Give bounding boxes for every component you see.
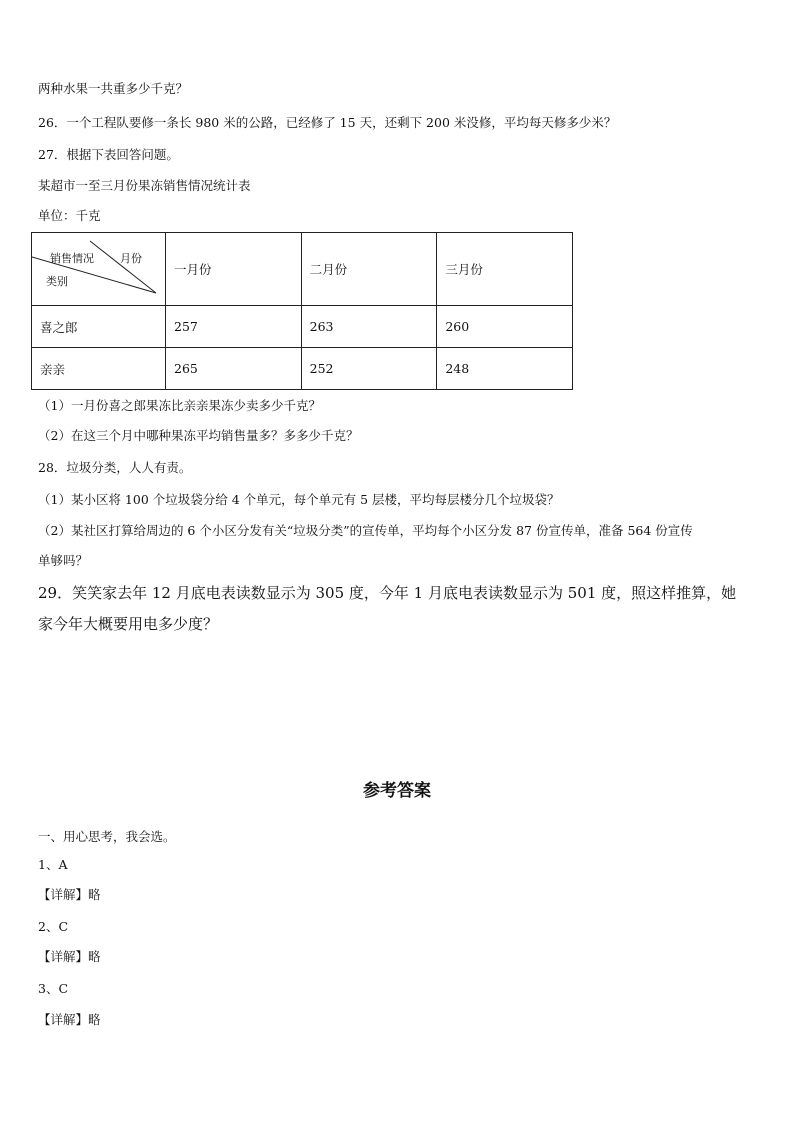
- table-header-row: [32, 233, 573, 306]
- question-28-1: （1）某小区将 100 个垃圾袋分给 4 个单元，每个单元有 5 层楼，平均每层楼分几个垃圾袋？: [38, 492, 560, 507]
- unit-label: 单位：千克: [38, 208, 101, 223]
- diagonal-header-cell: [32, 233, 166, 306]
- answer-3: 3、C: [38, 981, 69, 996]
- answers-title: 参考答案: [363, 781, 431, 801]
- question-27-1: （1）一月份喜之郎果冻比亲亲果冻少卖多少千克？: [38, 398, 321, 413]
- table-row: [32, 306, 573, 348]
- question-28: 28．垃圾分类，人人有责。: [38, 460, 192, 475]
- question-27-2: （2）在这三个月中哪种果冻平均销售量多？多多少千克？: [38, 428, 359, 443]
- diagonal-label-category: 类别: [46, 275, 68, 288]
- question-26: 26．一个工程队要修一条长 980 米的公路，已经修了 15 天，还剩下 200 米没修，平均每天修多少米？: [38, 115, 617, 130]
- question-29-line2: 家今年大概要用电多少度？: [38, 615, 219, 633]
- header-month-2: 二月份: [301, 233, 437, 306]
- question-27: 27．根据下表回答问题。: [38, 147, 179, 162]
- table-row: [32, 348, 573, 390]
- row-name: 喜之郎: [32, 306, 166, 348]
- q25-tail: 两种水果一共重多少千克？: [38, 81, 189, 96]
- table-title: 某超市一至三月份果冻销售情况统计表: [38, 178, 251, 193]
- question-29-line1: 29．笑笑家去年 12 月底电表读数显示为 305 度，今年 1 月底电表读数显示为 501 度，照这样推算，她: [38, 584, 737, 602]
- answer-1: 1、A: [38, 857, 68, 872]
- question-28-2-line1: （2）某社区打算给周边的 6 个小区分发有关“垃圾分类”的宣传单，平均每个小区分发 87 份宣传单，准备 564 份宣传: [38, 523, 693, 538]
- header-month-1: 一月份: [166, 233, 302, 306]
- answers-section: 一、用心思考，我会选。: [38, 829, 176, 844]
- question-28-2-line2: 单够吗？: [38, 553, 89, 568]
- answer-2: 2、C: [38, 919, 69, 934]
- cell-value: 257: [166, 306, 302, 348]
- cell-value: 248: [437, 348, 573, 390]
- answer-1-detail: 【详解】略: [38, 887, 101, 902]
- cell-value: 260: [437, 306, 573, 348]
- diagonal-label-month: 月份: [120, 252, 142, 265]
- cell-value: 265: [166, 348, 302, 390]
- sales-table: [31, 232, 573, 390]
- row-name: 亲亲: [32, 348, 166, 390]
- answer-3-detail: 【详解】略: [38, 1012, 101, 1027]
- cell-value: 252: [301, 348, 437, 390]
- answer-2-detail: 【详解】略: [38, 949, 101, 964]
- cell-value: 263: [301, 306, 437, 348]
- diagonal-lines: [32, 233, 165, 305]
- header-month-3: 三月份: [437, 233, 573, 306]
- diagonal-label-sales: 销售情况: [50, 252, 94, 265]
